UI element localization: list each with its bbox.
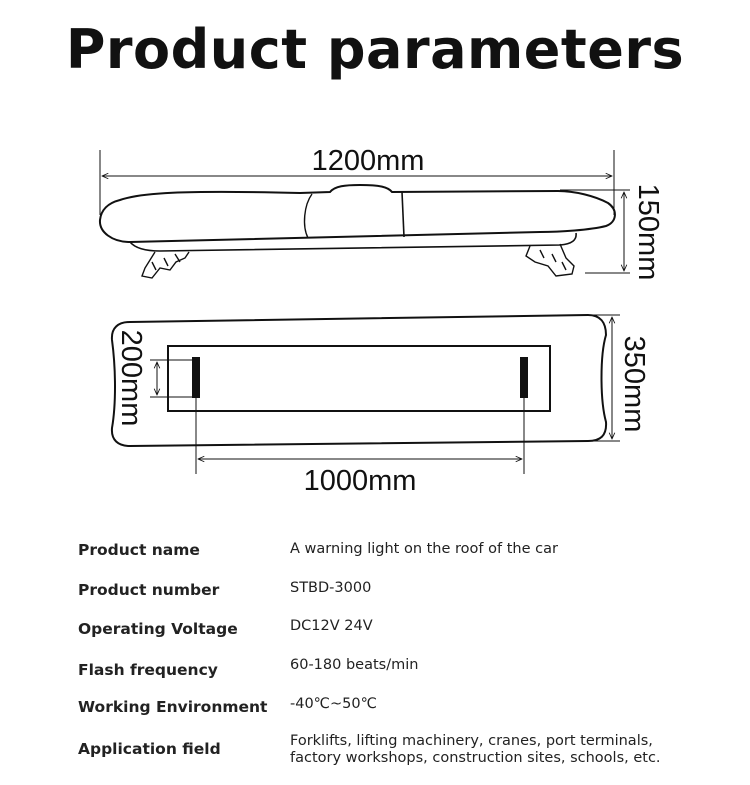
spec-label-product-name: Product name bbox=[78, 541, 200, 559]
spec-value-working-environment: -40℃~50℃ bbox=[290, 696, 377, 712]
mount-spacing-label: 1000mm bbox=[303, 465, 417, 497]
spec-label-operating-voltage: Operating Voltage bbox=[78, 620, 238, 638]
spec-label-flash-frequency: Flash frequency bbox=[78, 661, 218, 679]
mount-slot-right bbox=[520, 357, 528, 398]
light-bar-side-body bbox=[100, 185, 615, 242]
mount-depth-label: 200mm bbox=[115, 329, 147, 427]
page-title: Product parameters bbox=[65, 18, 685, 81]
spec-value-product-name: A warning light on the roof of the car bbox=[290, 541, 558, 557]
top-view bbox=[112, 315, 620, 474]
spec-label-product-number: Product number bbox=[78, 581, 220, 599]
spec-value-product-number: STBD-3000 bbox=[290, 580, 372, 596]
spec-value-operating-voltage: DC12V 24V bbox=[290, 618, 373, 634]
spec-value-flash-frequency: 60-180 beats/min bbox=[290, 657, 419, 673]
depth-label: 350mm bbox=[618, 335, 650, 433]
mount-plate bbox=[168, 346, 550, 411]
height-label: 150mm bbox=[632, 183, 664, 281]
mount-bracket-right bbox=[526, 244, 574, 276]
mount-slot-left bbox=[192, 357, 200, 398]
light-bar-top-outline bbox=[112, 315, 606, 446]
spec-label-working-environment: Working Environment bbox=[78, 698, 268, 716]
spec-label-application-field: Application field bbox=[78, 740, 221, 758]
spec-value-application-field: Forklifts, lifting machinery, cranes, port terminals, factory workshops, construction sites, schools, etc. bbox=[290, 733, 661, 766]
mount-bracket-left bbox=[142, 252, 189, 278]
length-label: 1200mm bbox=[311, 145, 425, 177]
